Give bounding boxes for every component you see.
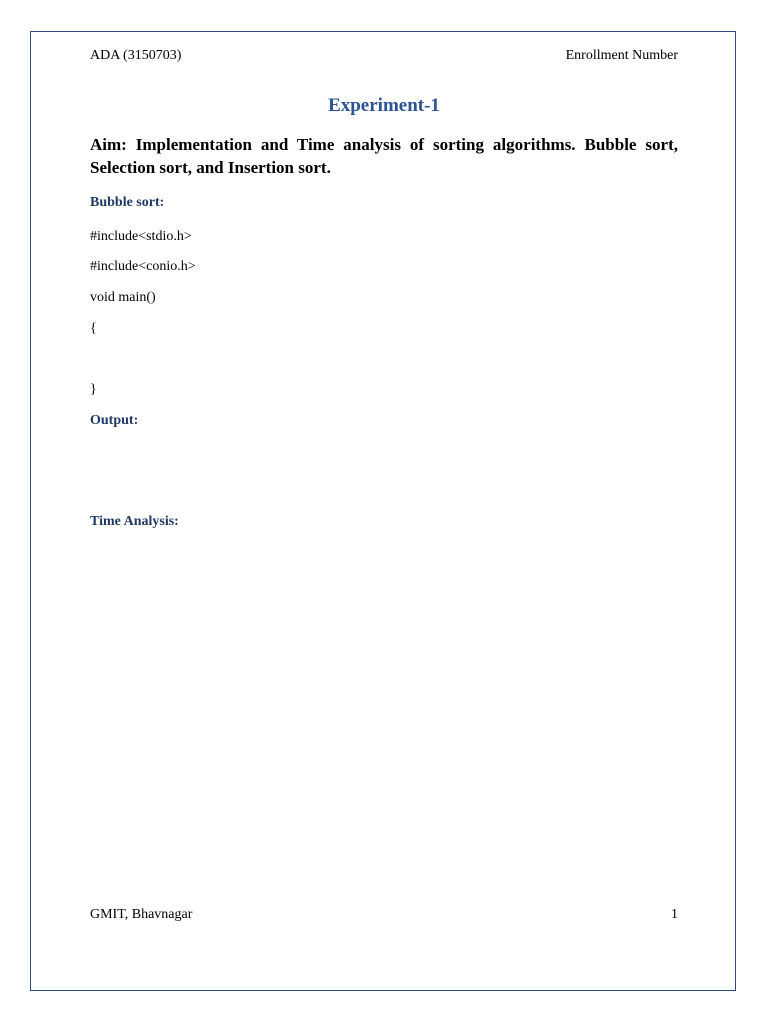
page-title: Experiment-1: [328, 95, 440, 116]
header-course: ADA (3150703): [90, 48, 182, 63]
code-line: #include<conio.h>: [90, 259, 196, 274]
bubble-sort-heading: Bubble sort:: [90, 195, 165, 210]
code-line: void main(): [90, 290, 156, 305]
code-line: #include<stdio.h>: [90, 229, 192, 244]
time-analysis-heading: Time Analysis:: [90, 514, 179, 529]
output-heading: Output:: [90, 413, 139, 428]
footer-institute: GMIT, Bhavnagar: [90, 907, 193, 922]
code-line: {: [90, 321, 97, 336]
aim-statement: Aim: Implementation and Time analysis of sorting algorithms. Bubble sort, Selection sort, and Insertion sort.: [90, 135, 678, 177]
header-enrollment: Enrollment Number: [565, 48, 678, 63]
footer-page-number: 1: [671, 907, 678, 922]
code-line: }: [90, 382, 97, 397]
